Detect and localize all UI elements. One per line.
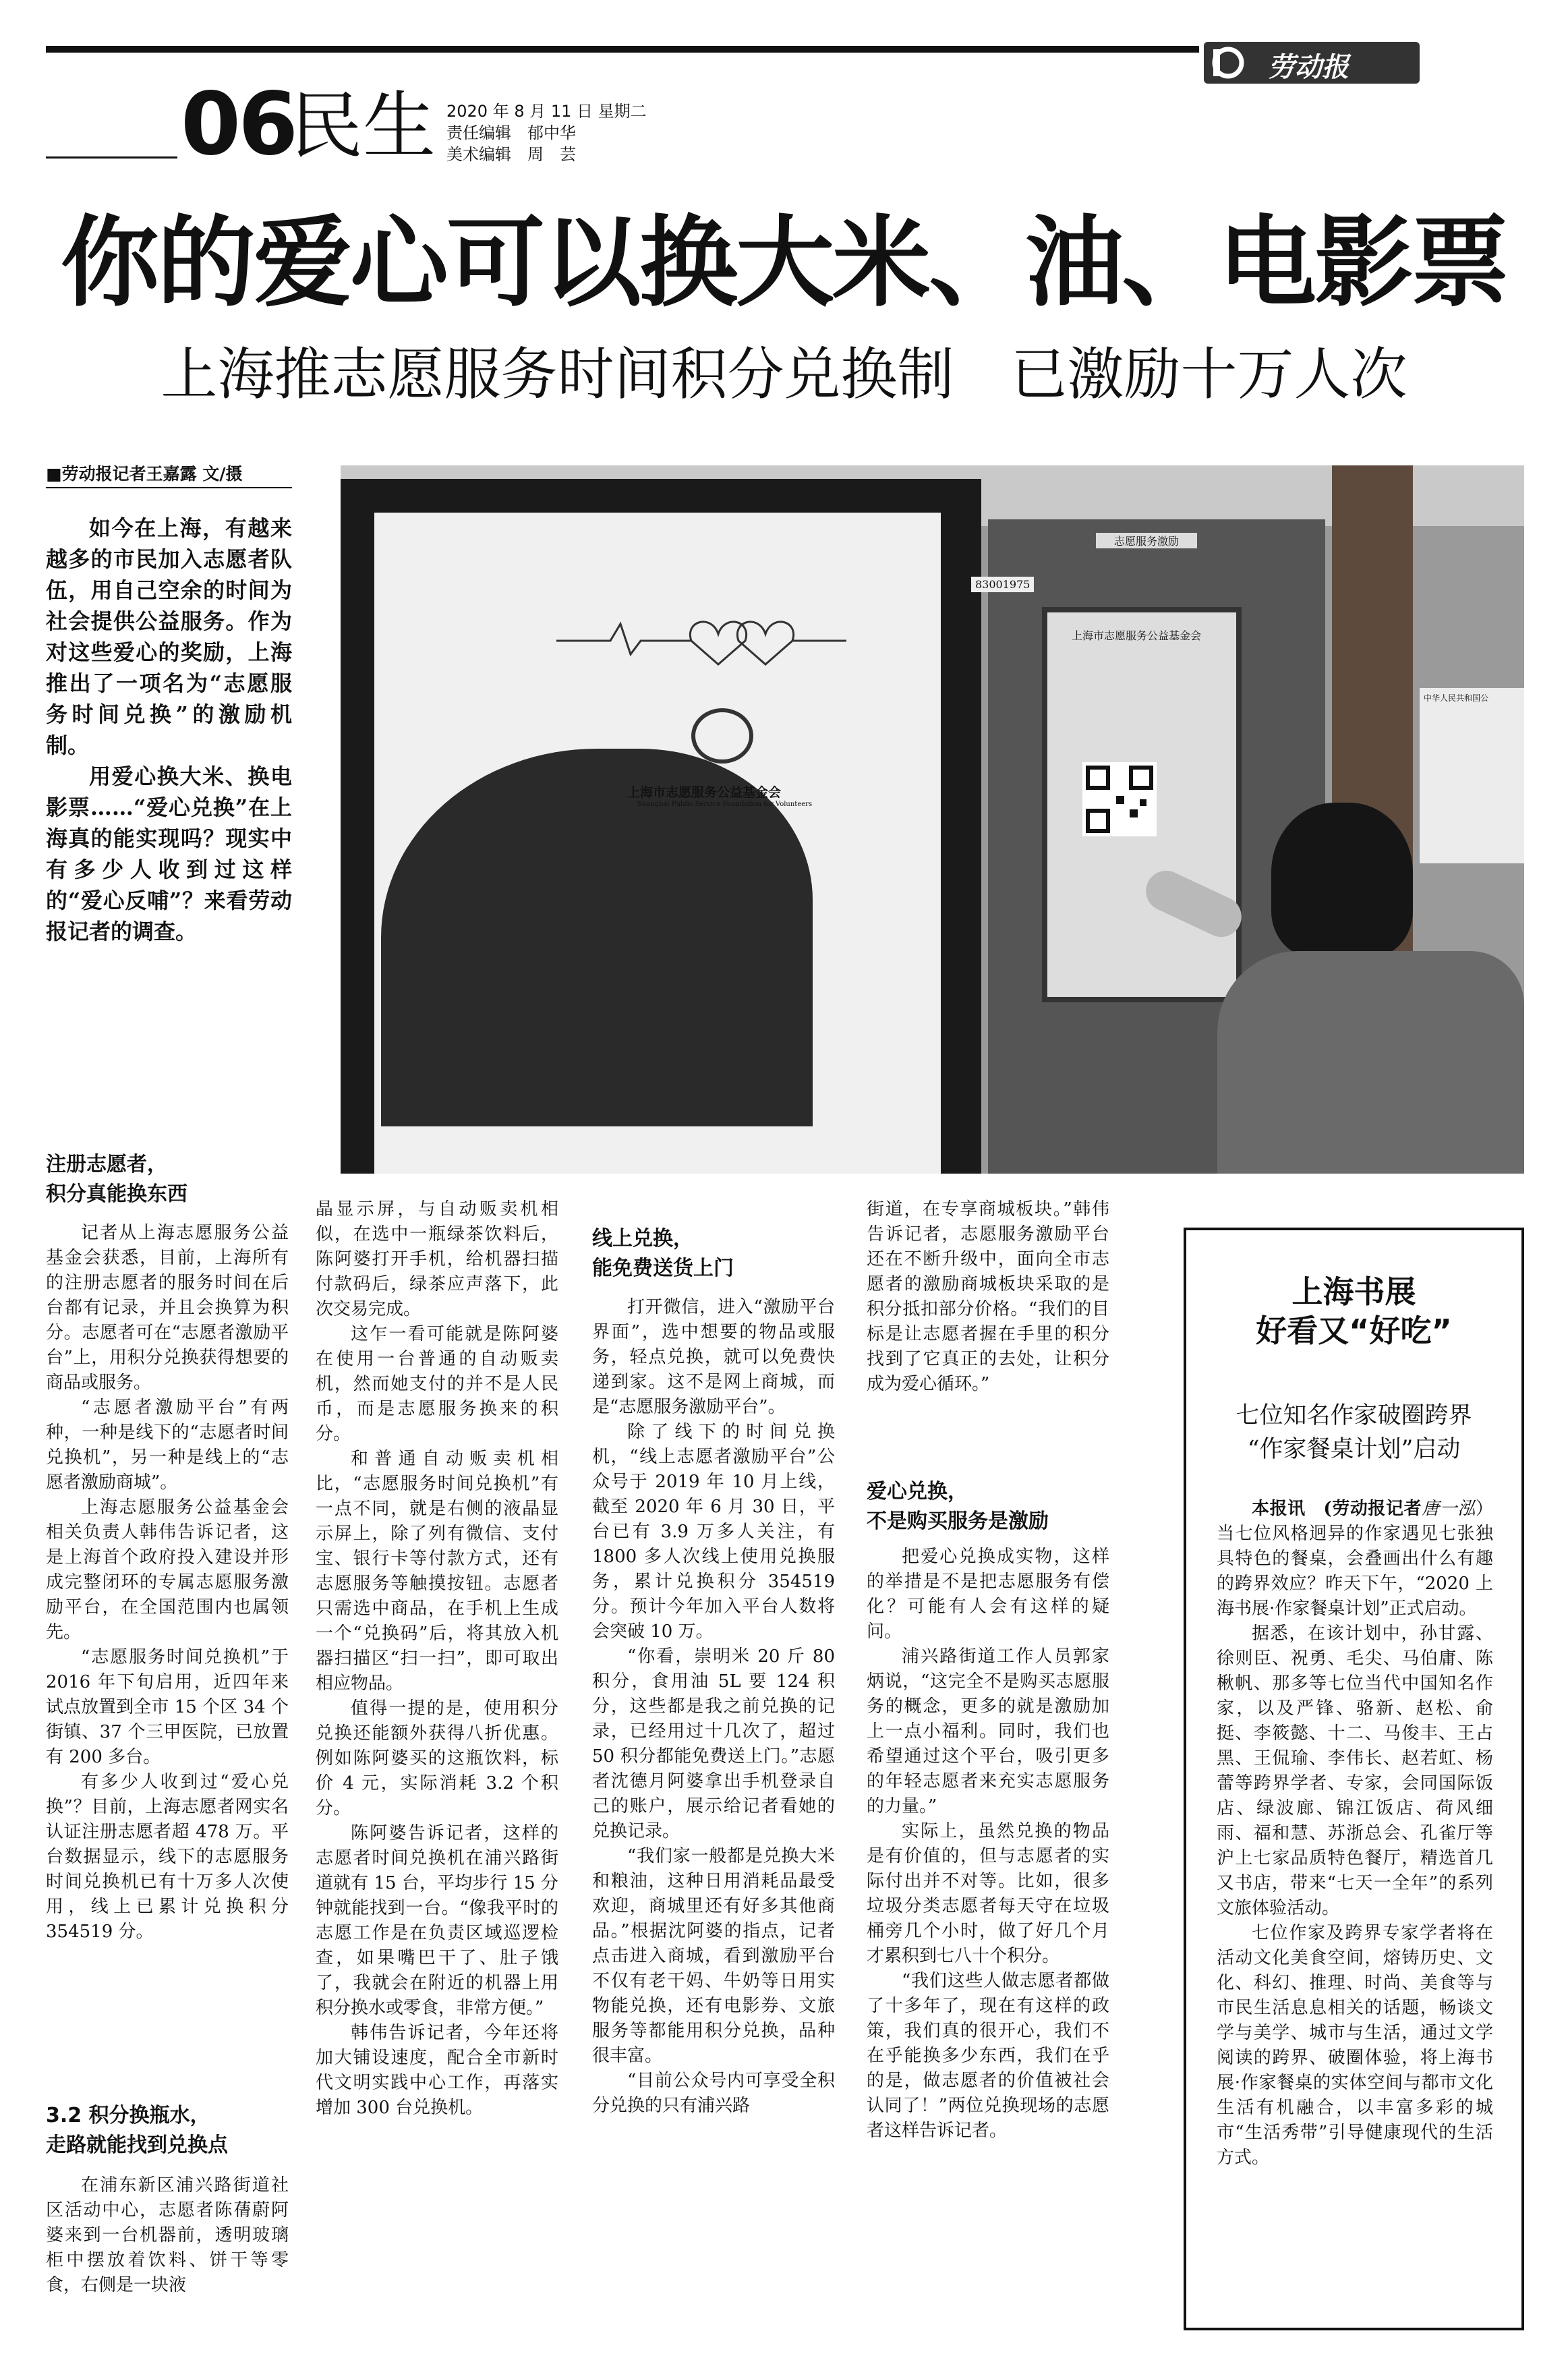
sidebar-paragraph: [1217, 1497, 1493, 1621]
article-col-3: [592, 1295, 835, 2119]
sidebar-subtitle: 七位知名作家破圈跨界 “作家餐桌计划”启动: [1236, 1402, 1472, 1463]
article-paragraph: 有多少人收到过“爱心兑换”？目前，上海志愿者网实名认证注册志愿者超 478 万。平台数据显示，线下的志愿服务时间兑换机已有十万多人次使用，线上已累计兑换积分 354519 分。: [46, 1772, 289, 1942]
lead-paragraph: 用爱心换大米、换电影票……“爱心兑换”在上海真的能实现吗？现实中有多少人收到过这样的“爱心反哺”？来看劳动报记者的调查。: [46, 764, 292, 944]
article-paragraph: “志愿服务时间兑换机”于 2016 年下旬启用，近四年来试点放置到全市 15 个区 34 个街镇、37 个三甲医院，已放置有 200 多台。: [46, 1647, 289, 1767]
photo-side-sign: [1420, 688, 1524, 863]
col3-heading: 线上兑换， 能免费送货上门: [592, 1227, 734, 1280]
photo-foundation-logo: [691, 708, 753, 764]
heart-line-icon: [556, 607, 846, 668]
sidebar-paragraph: 七位作家及跨界专家学者将在活动文化美食空间，熔铸历史、文化、科幻、推理、时尚、美食等与市民生活息息相关的话题，畅谈文学与美学、城市与生活，通过文学阅读的跨界、破圈体验，将上海书展·作家餐桌的实体空间与都市文化生活有机融合，以丰富多彩的城市“生活秀带”引导健康现代的生活方式。: [1217, 1923, 1493, 2168]
photo-woman-body: [1217, 951, 1524, 1174]
article-paragraph: 记者从上海志愿服务公益基金会获悉，目前，上海所有的注册志愿者的服务时间在后台都有记录，并且会换算为积分。志愿者可在“志愿者激励平台”上，用积分兑换获得想要的商品或服务。: [46, 1223, 289, 1393]
article-col-4b: [867, 1545, 1109, 2144]
article-col-2: [316, 1197, 558, 2121]
article-paragraph: 除了线下的时间兑换机，“线上志愿者激励平台”公众号于 2019 年 10 月上线，截至 2020 年 6 月 30 日，平台已有 3.9 万多人关注，有 1800 多人次线上使用兑换服务，累计兑换积分 354519 分。预计今年加入平台人数将会突破 10 万。: [592, 1422, 835, 1642]
section-name: 民生: [290, 84, 436, 169]
article-paragraph: 和普通自动贩卖机相比，“志愿服务时间兑换机”有一点不同，就是右侧的液晶显示屏上，除了列有微信、支付宝、银行卡等付款方式，还有志愿服务等触摸按钮。志愿者只需选中商品，在手机上生成一个“兑换码”后，将其放入机器扫描区“扫一扫”，即可取出相应物品。: [316, 1449, 558, 1694]
photo-side-sign-text: 中华人民共和国公: [1424, 693, 1489, 703]
editor-credit: 责任编辑 郁中华: [446, 123, 576, 142]
article-paragraph: “我们这些人做志愿者都做了十多年了，现在有这样的政策，我们真的很开心，我们不在乎能换多少东西，我们在乎的是，做志愿者的价值被社会认同了！”两位兑换现场的志愿者这样告诉记者。: [867, 1971, 1109, 2141]
article-paragraph: 上海志愿服务公益基金会相关负责人韩伟告诉记者，这是上海首个政府投入建设并形成完整闭环的专属志愿服务激励平台，在全国范围内也属领先。: [46, 1497, 289, 1642]
photo-woman-hair: [1271, 803, 1413, 958]
article-paragraph: 浦兴路街道工作人员郭家炳说，“这完全不是购买志愿服务的概念，更多的就是激励加上一点小福利。同时，我们也希望通过这个平台，吸引更多的年轻志愿者来充实志愿服务的力量。”: [867, 1646, 1109, 1816]
col1-heading-2: 3.2 积分换瓶水， 走路就能找到兑换点: [46, 2104, 228, 2157]
article-paragraph: 这乍一看可能就是陈阿婆在使用一台普通的自动贩卖机，然而她支付的并不是人民币，而是志愿服务换来的积分。: [316, 1324, 558, 1444]
article-paragraph: 实际上，虽然兑换的物品是有价值的，但与志愿者的实际付出并不对等。比如，很多垃圾分类志愿者每天守在垃圾桶旁几个小时，做了好几个月才累积到七八十个积分。: [867, 1821, 1109, 1966]
issue-date: 2020 年 8 月 11 日 星期二: [446, 102, 647, 121]
paper-name: 劳动报: [1268, 51, 1349, 83]
paper-logo-box: [1204, 42, 1420, 84]
article-col-1: [46, 1221, 289, 1945]
byline: ■劳动报记者王嘉露 文/摄: [46, 464, 243, 484]
article-paragraph: 把爱心兑换成实物，这样的举措是不是把志愿服务有偿化？可能有人会有这样的疑问。: [867, 1547, 1109, 1642]
article-paragraph: “目前公众号内可享受全积分兑换的只有浦兴路: [592, 2071, 835, 2116]
sidebar-lead-prefix: 本报讯 (劳动报记者: [1252, 1499, 1422, 1519]
main-headline: 你的爱心可以换大米、油、电影票: [61, 205, 1507, 320]
paper-logo-icon: [1209, 44, 1250, 82]
article-paragraph: “志愿者激励平台”有两种，一种是线下的“志愿者时间兑换机”，另一种是线上的“志愿者激励商城”。: [46, 1398, 289, 1493]
article-col-4: [867, 1197, 1109, 1397]
article-paragraph: “你看，崇明米 20 斤 80 积分，食用油 5L 要 124 积分，这些都是我之前兑换的记录，已经用过十几次了，超过 50 积分都能免费送上门。”志愿者沈德月阿婆拿出手机登录自己的账户，展示给记者看她的兑换记录。: [592, 1646, 835, 1841]
article-paragraph: 打开微信，进入“激励平台界面”，选中想要的物品或服务，轻点兑换，就可以免费快递到家。这不是网上商城，而是“志愿服务激励平台”。: [592, 1297, 835, 1417]
top-rule: [46, 46, 1199, 53]
sidebar-box: [1184, 1228, 1524, 2330]
article-paragraph: 韩伟告诉记者，今年还将加大铺设速度，配合全市新时代文明实践中心工作，再落实增加 300 台兑换机。: [316, 2023, 558, 2118]
photo-phone-number: 83001975: [971, 577, 1034, 592]
news-photo: [341, 465, 1524, 1174]
lead-text: [46, 513, 292, 947]
article-paragraph: 在浦东新区浦兴路街道社区活动中心，志愿者陈蒨蔚阿婆来到一台机器前，透明玻璃柜中摆放着饮料、饼干等零食，右侧是一块液: [46, 2175, 289, 2295]
qr-code-icon: [1082, 762, 1157, 836]
sidebar-lead-text: ）当七位风格迥异的作家遇见七张独具特色的餐桌，会叠画出什么有趣的跨界效应？昨天下午，“2020 上海书展·作家餐桌计划”正式启动。: [1217, 1499, 1493, 1619]
article-paragraph: 晶显示屏，与自动贩卖机相似，在选中一瓶绿茶饮料后，陈阿婆打开手机，给机器扫描付款码后，绿茶应声落下，此次交易完成。: [316, 1199, 558, 1319]
page-number-left-rule: [46, 156, 177, 159]
sidebar-title: 上海书展 好看又“好吃”: [1256, 1273, 1452, 1349]
article-paragraph: 街道，在专享商城板块。”韩伟告诉记者，志愿服务激励平台还在不断升级中，面向全市志愿者的激励商城板块采取的是积分抵扣部分价格。“我们的目标是让志愿者握在手里的积分找到了它真正的去处，让积分成为爱心循环。”: [867, 1199, 1109, 1394]
lead-paragraph: 如今在上海，有越来越多的市民加入志愿者队伍，用自己空余的时间为社会提供公益服务。作为对这些爱心的奖励，上海推出了一项名为“志愿服务时间兑换”的激励机制。: [46, 515, 292, 758]
col4-heading: 爱心兑换， 不是购买服务是激励: [867, 1480, 1049, 1533]
photo-foundation-name-en: Shanghai Public Service Foundation for Volunteers: [637, 801, 813, 808]
article-paragraph: “我们家一般都是兑换大米和粮油，这种日用消耗品最受欢迎，商城里还有好多其他商品。”根据沈阿婆的指点，记者点击进入商城，看到激励平台不仅有老干妈、牛奶等日用实物能兑换，还有电影券、文旅服务等都能用积分兑换，品种很丰富。: [592, 1846, 835, 2066]
article-paragraph: 值得一提的是，使用积分兑换还能额外获得八折优惠。例如陈阿婆买的这瓶饮料，标价 4 元，实际消耗 3.2 个积分。: [316, 1698, 558, 1818]
sidebar-paragraph: 据悉，在该计划中，孙甘露、徐则臣、祝勇、毛尖、马伯庸、陈楸帆、那多等七位当代中国知名作家，以及严锋、骆新、赵松、俞挺、李筱懿、十二、马俊丰、王占黑、王侃瑜、李伟长、赵若虹、杨蕾等跨界学者、专家，会同国际饭店、绿波廊、锦江饭店、荷风细雨、福和慧、苏浙总会、孔雀厅等沪上七家品质特色餐厅，精选首几又书店，带来“七天一全年”的系列文旅体验活动。: [1217, 1624, 1493, 1918]
photo-screen-text: 上海市志愿服务公益基金会: [1071, 629, 1201, 642]
photo-foundation-name: 上海市志愿服务公益基金会: [627, 785, 782, 800]
article-paragraph: 陈阿婆告诉记者，这样的志愿者时间兑换机在浦兴路街道就有 15 台，平均步行 15 分钟就能找到一台。“像我平时的志愿工作是在负责区域巡逻检查，如果嘴巴干了、肚子饿了，我就会在附近的机器上用积分换水或零食，非常方便。”: [316, 1823, 558, 2018]
reporter-signature: 唐一泓: [1422, 1499, 1476, 1519]
col1-heading: 注册志愿者， 积分真能换东西: [46, 1153, 187, 1206]
art-editor-credit: 美术编辑 周 芸: [446, 145, 576, 164]
sub-headline: 上海推志愿服务时间积分兑换制 已激励十万人次: [161, 341, 1407, 407]
byline-rule: [46, 487, 292, 488]
article-col-1b: [46, 2173, 289, 2298]
sidebar-text: [1217, 1497, 1493, 2171]
photo-machine-label: 志愿服务激励: [1096, 533, 1197, 548]
page-number: 06: [181, 74, 296, 175]
